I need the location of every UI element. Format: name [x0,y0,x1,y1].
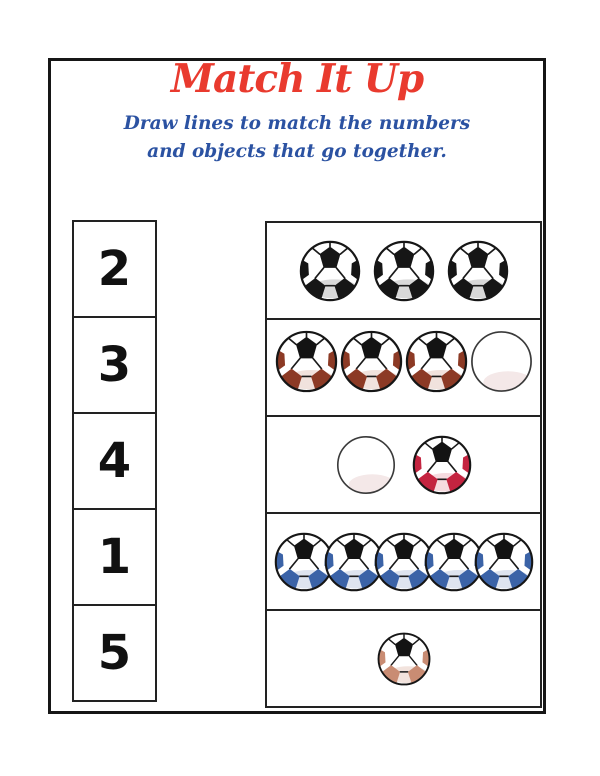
number-cell-2[interactable] [72,220,157,318]
soccer-ball-icon [376,631,432,687]
soccer-ball-icon [298,239,362,303]
soccer-ball-icon [404,329,469,394]
objects-row-5[interactable] [265,609,542,708]
blank-ball [469,329,534,394]
numbers-column [72,220,157,702]
objects-row-2[interactable] [265,318,542,417]
number-label: 2 [97,241,132,297]
blank-ball [335,434,397,496]
soccer-ball-red [411,434,473,496]
number-cell-1[interactable] [72,508,157,606]
soccer-ball-icon [372,239,436,303]
soccer-ball-blue [473,531,535,593]
number-label: 1 [97,529,132,585]
soccer-ball-brown [274,329,339,394]
instructions-line-2: and objects that go together. [147,141,447,162]
number-cell-4[interactable] [72,412,157,510]
blank-circle-icon [469,329,534,394]
soccer-ball-brown [404,329,469,394]
soccer-ball-icon [473,531,535,593]
blank-circle-icon [335,434,397,496]
objects-column [265,221,542,708]
number-cell-3[interactable] [72,316,157,414]
number-cell-5[interactable] [72,604,157,702]
soccer-ball-icon [446,239,510,303]
soccer-ball-black [446,239,510,303]
number-label: 4 [97,433,132,489]
instructions-line-1: Draw lines to match the numbers [123,113,471,134]
soccer-ball-brown [339,329,404,394]
soccer-ball-black [298,239,362,303]
soccer-ball-icon [274,329,339,394]
page-title: Match It Up [170,56,424,102]
soccer-ball-tan [376,631,432,687]
number-label: 3 [97,337,132,393]
objects-row-1[interactable] [265,221,542,320]
soccer-ball-black [372,239,436,303]
soccer-ball-icon [339,329,404,394]
instructions [48,110,546,166]
number-label: 5 [97,625,132,681]
soccer-ball-icon [411,434,473,496]
objects-row-3[interactable] [265,415,542,514]
objects-row-4[interactable] [265,512,542,611]
